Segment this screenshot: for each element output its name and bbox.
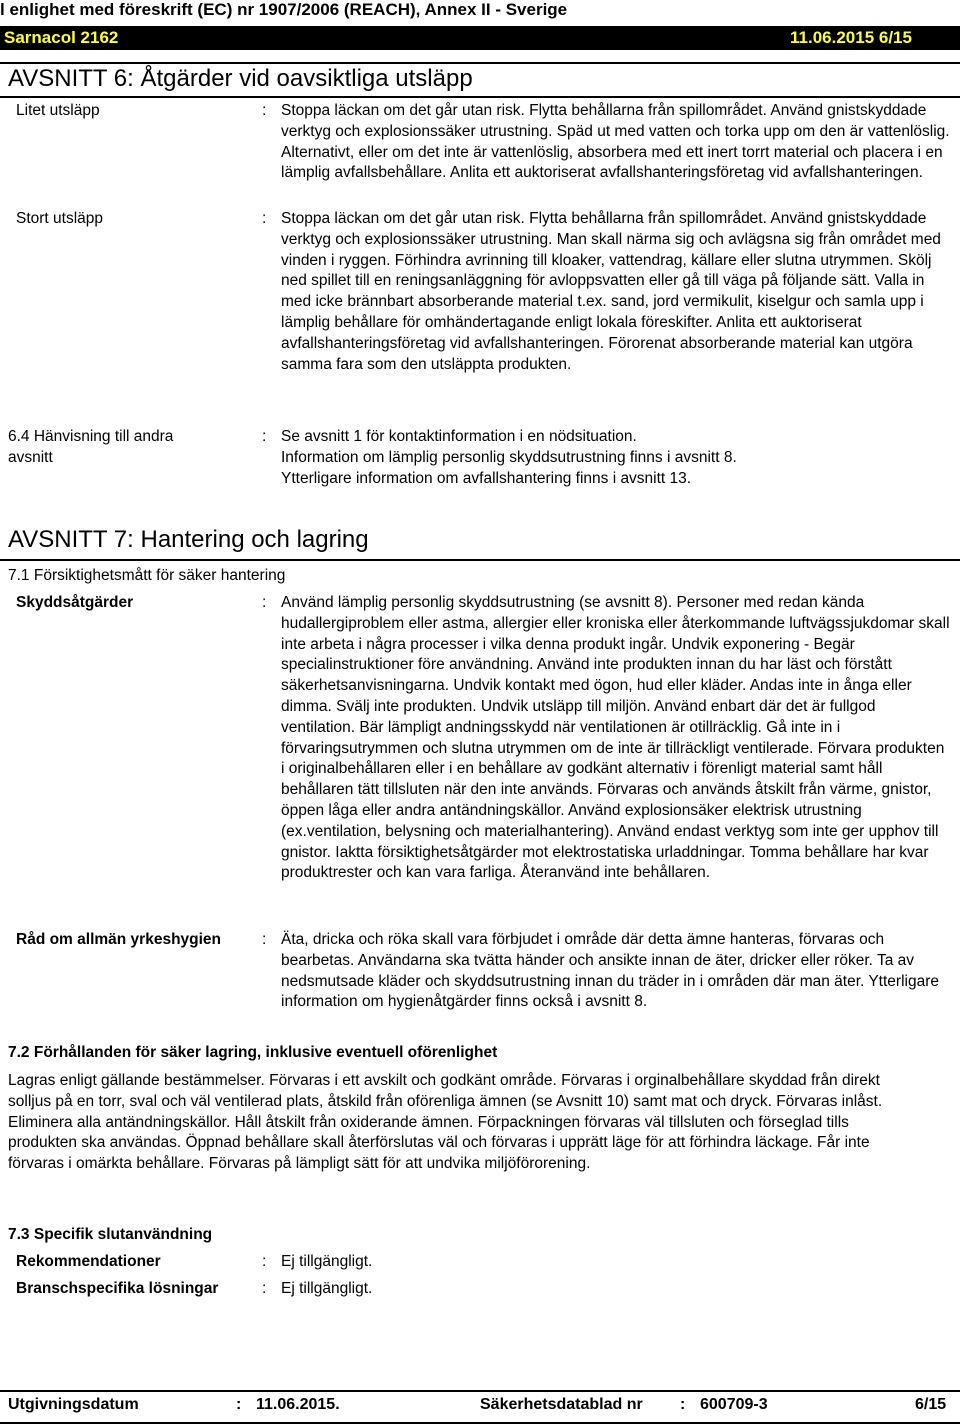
issue-date-label: Utgivningsdatum: [8, 1396, 139, 1413]
regulation-line: l enlighet med föreskrift (EC) nr 1907/2006 (REACH), Annex II - Sverige: [0, 0, 568, 19]
protective-text: Använd lämplig personlig skyddsutrustning (se avsnitt 8). Personer med redan kända hudallergiproblem eller astma, allergier eller kroniska eller återkommande luftvägssjukdomar skall inte arbeta i några processer i vilka denna produkt ingår. Undvik exponering - Begär specialinstruktioner före användning. Använd inte produkten innan du har läst och förstått säkerhetsanvisningarna. Undvik kontakt med ögon, hud eller kläder. Andas inte in ånga eller dimma. Svälj inte produkten. Undvik utsläpp till miljön. Använd enbart där det är fullgod ventilation. Bär lämpligt andningsskydd när ventilationen är otillräcklig. Gå inte in i förvaringsutrymmen och slutna utrymmen om de inte är tillräckligt ventilerade. Förvara produkten i originalbehållaren eller i en behållare av godkänt alternativ i förenligt material samt håll behållaren tätt tillsluten när den inte används. Förvaras och används åtskilt från värme, gnistor, öppen låga eller andra antändningskällor. Använd explosionsäker elektrisk utrustning (ex.ventilation, belysning och materialhantering). Använd endast verktyg som inte ger upphov till gnistor. Iaktta försiktighetsåtgärder mot elektrostatiska urladdningar. Tomma behållare har kvar produktrester och kan vara farliga. Återanvänd inte behållaren.: [281, 594, 950, 882]
storage-text: Lagras enligt gällande bestämmelser. Förvaras i ett avskilt och godkänt område. Förvaras i orginalbehållare skyddad från direkt solljus på en torr, sval och väl ventilerad plats, åtskild från oförenliga ämnen (se Avsnitt 10) samt mat och dryck. Förvaras inlåst. Eliminera alla antändningskällor. Håll åtskilt från oxiderande ämnen. Förpackningen förvaras väl tillsluten och förseglad tills produkten ska användas. Öppnad behållare skall återförslutas väl och förvaras i upprätt läge för att förhindra läckage. Får inte förvaras i omärkta behållare. Förvaras på lämpligt sätt för att undvika miljöförorening.: [8, 1072, 883, 1173]
document-footer: Utgivningsdatum : 11.06.2015. Säkerhetsdatablad nr : 600709-3 6/15: [0, 1390, 960, 1424]
small-spill-label: Litet utsläpp: [16, 102, 100, 119]
hygiene-text: Äta, dricka och röka skall vara förbjudet i område där detta ämne hanteras, förvaras och bearbetas. Användarna ska tvätta händer och ansikte innan de äter, dricker eller röker. Ta av nedsmutsade kläder och skyddsutrustning innan du träder in i områden där man äter. Ytterligare information om hygienåtgärder finns också i avsnitt 8.: [281, 931, 939, 1011]
protective-label: Skyddsåtgärder: [16, 594, 134, 611]
product-name: Sarnacol 2162: [4, 28, 119, 47]
subsection-7-2: 7.2 Förhållanden för säker lagring, inklusive eventuell oförenlighet: [8, 1044, 498, 1061]
reference-line-3: Ytterligare information om avfallshantering finns i avsnitt 13.: [281, 469, 692, 487]
industry-text: Ej tillgängligt.: [281, 1280, 373, 1297]
document-header: [0, 0, 960, 52]
large-spill-label: Stort utsläpp: [16, 210, 104, 227]
sds-number: 600709-3: [700, 1396, 768, 1413]
reference-line-1: Se avsnitt 1 för kontaktinformation i en nödsituation.: [281, 428, 637, 445]
issue-date: 11.06.2015.: [256, 1396, 340, 1413]
header-date-page: 11.06.2015 6/15: [790, 28, 912, 47]
reference-line-2: Information om lämplig personlig skyddsutrustning finns i avsnitt 8.: [281, 448, 737, 466]
sds-number-label: Säkerhetsdatablad nr: [480, 1396, 643, 1413]
industry-label: Branschspecifika lösningar: [16, 1280, 219, 1297]
large-spill-text: Stoppa läckan om det går utan risk. Flytta behållarna från spillområdet. Använd gnistskyddade verktyg och explosionssäker utrustning. Man skall närma sig och avlägsna sig från området med vinden i ryggen. Förhindra avrinning till kloaker, vattendrag, källare eller slutna utrymmen. Skölj ned spillet till en reningsanläggning för avloppsvatten eller gå till väga på följande sätt. Valla in med icke brännbart absorberande material t.ex. sand, jord vermikulit, kiselgur och samla upp i lämplig behållare för omhändertagande enligt lokala föreskifter. Anlita ett auktoriserat avfallshanteringsföretag vid avfallshanteringen. Förorenat absorberande material kan utgöra samma fara som den utsläppta produkten.: [281, 210, 941, 373]
section-7-title: AVSNITT 7: Hantering och lagring: [0, 525, 960, 561]
subsection-7-3: 7.3 Specifik slutanvändning: [8, 1226, 213, 1243]
recommendations-label: Rekommendationer: [16, 1253, 161, 1270]
small-spill-text: Stoppa läckan om det går utan risk. Flytta behållarna från spillområdet. Använd gnistskyddade verktyg och explosionssäker utrustning. Späd ut med vatten och torka upp om den är vattenlöslig. Alternativt, eller om det inte är vattenlöslig, absorbera med ett inert torrt material och placera i en lämplig avfallsbehållare. Anlita ett auktoriserat avfallshanteringsföretag vid avfallshanteringen.: [281, 102, 950, 182]
hygiene-label: Råd om allmän yrkeshygien: [16, 931, 222, 948]
recommendations-text: Ej tillgängligt.: [281, 1253, 373, 1270]
subsection-7-1: 7.1 Försiktighetsmått för säker hantering: [8, 567, 286, 584]
footer-page: 6/15: [915, 1396, 947, 1413]
section-6-title: AVSNITT 6: Åtgärder vid oavsiktliga utsläpp: [0, 62, 960, 98]
reference-label: 6.4 Hänvisning till andra avsnitt: [8, 428, 174, 466]
product-band: [0, 26, 960, 50]
